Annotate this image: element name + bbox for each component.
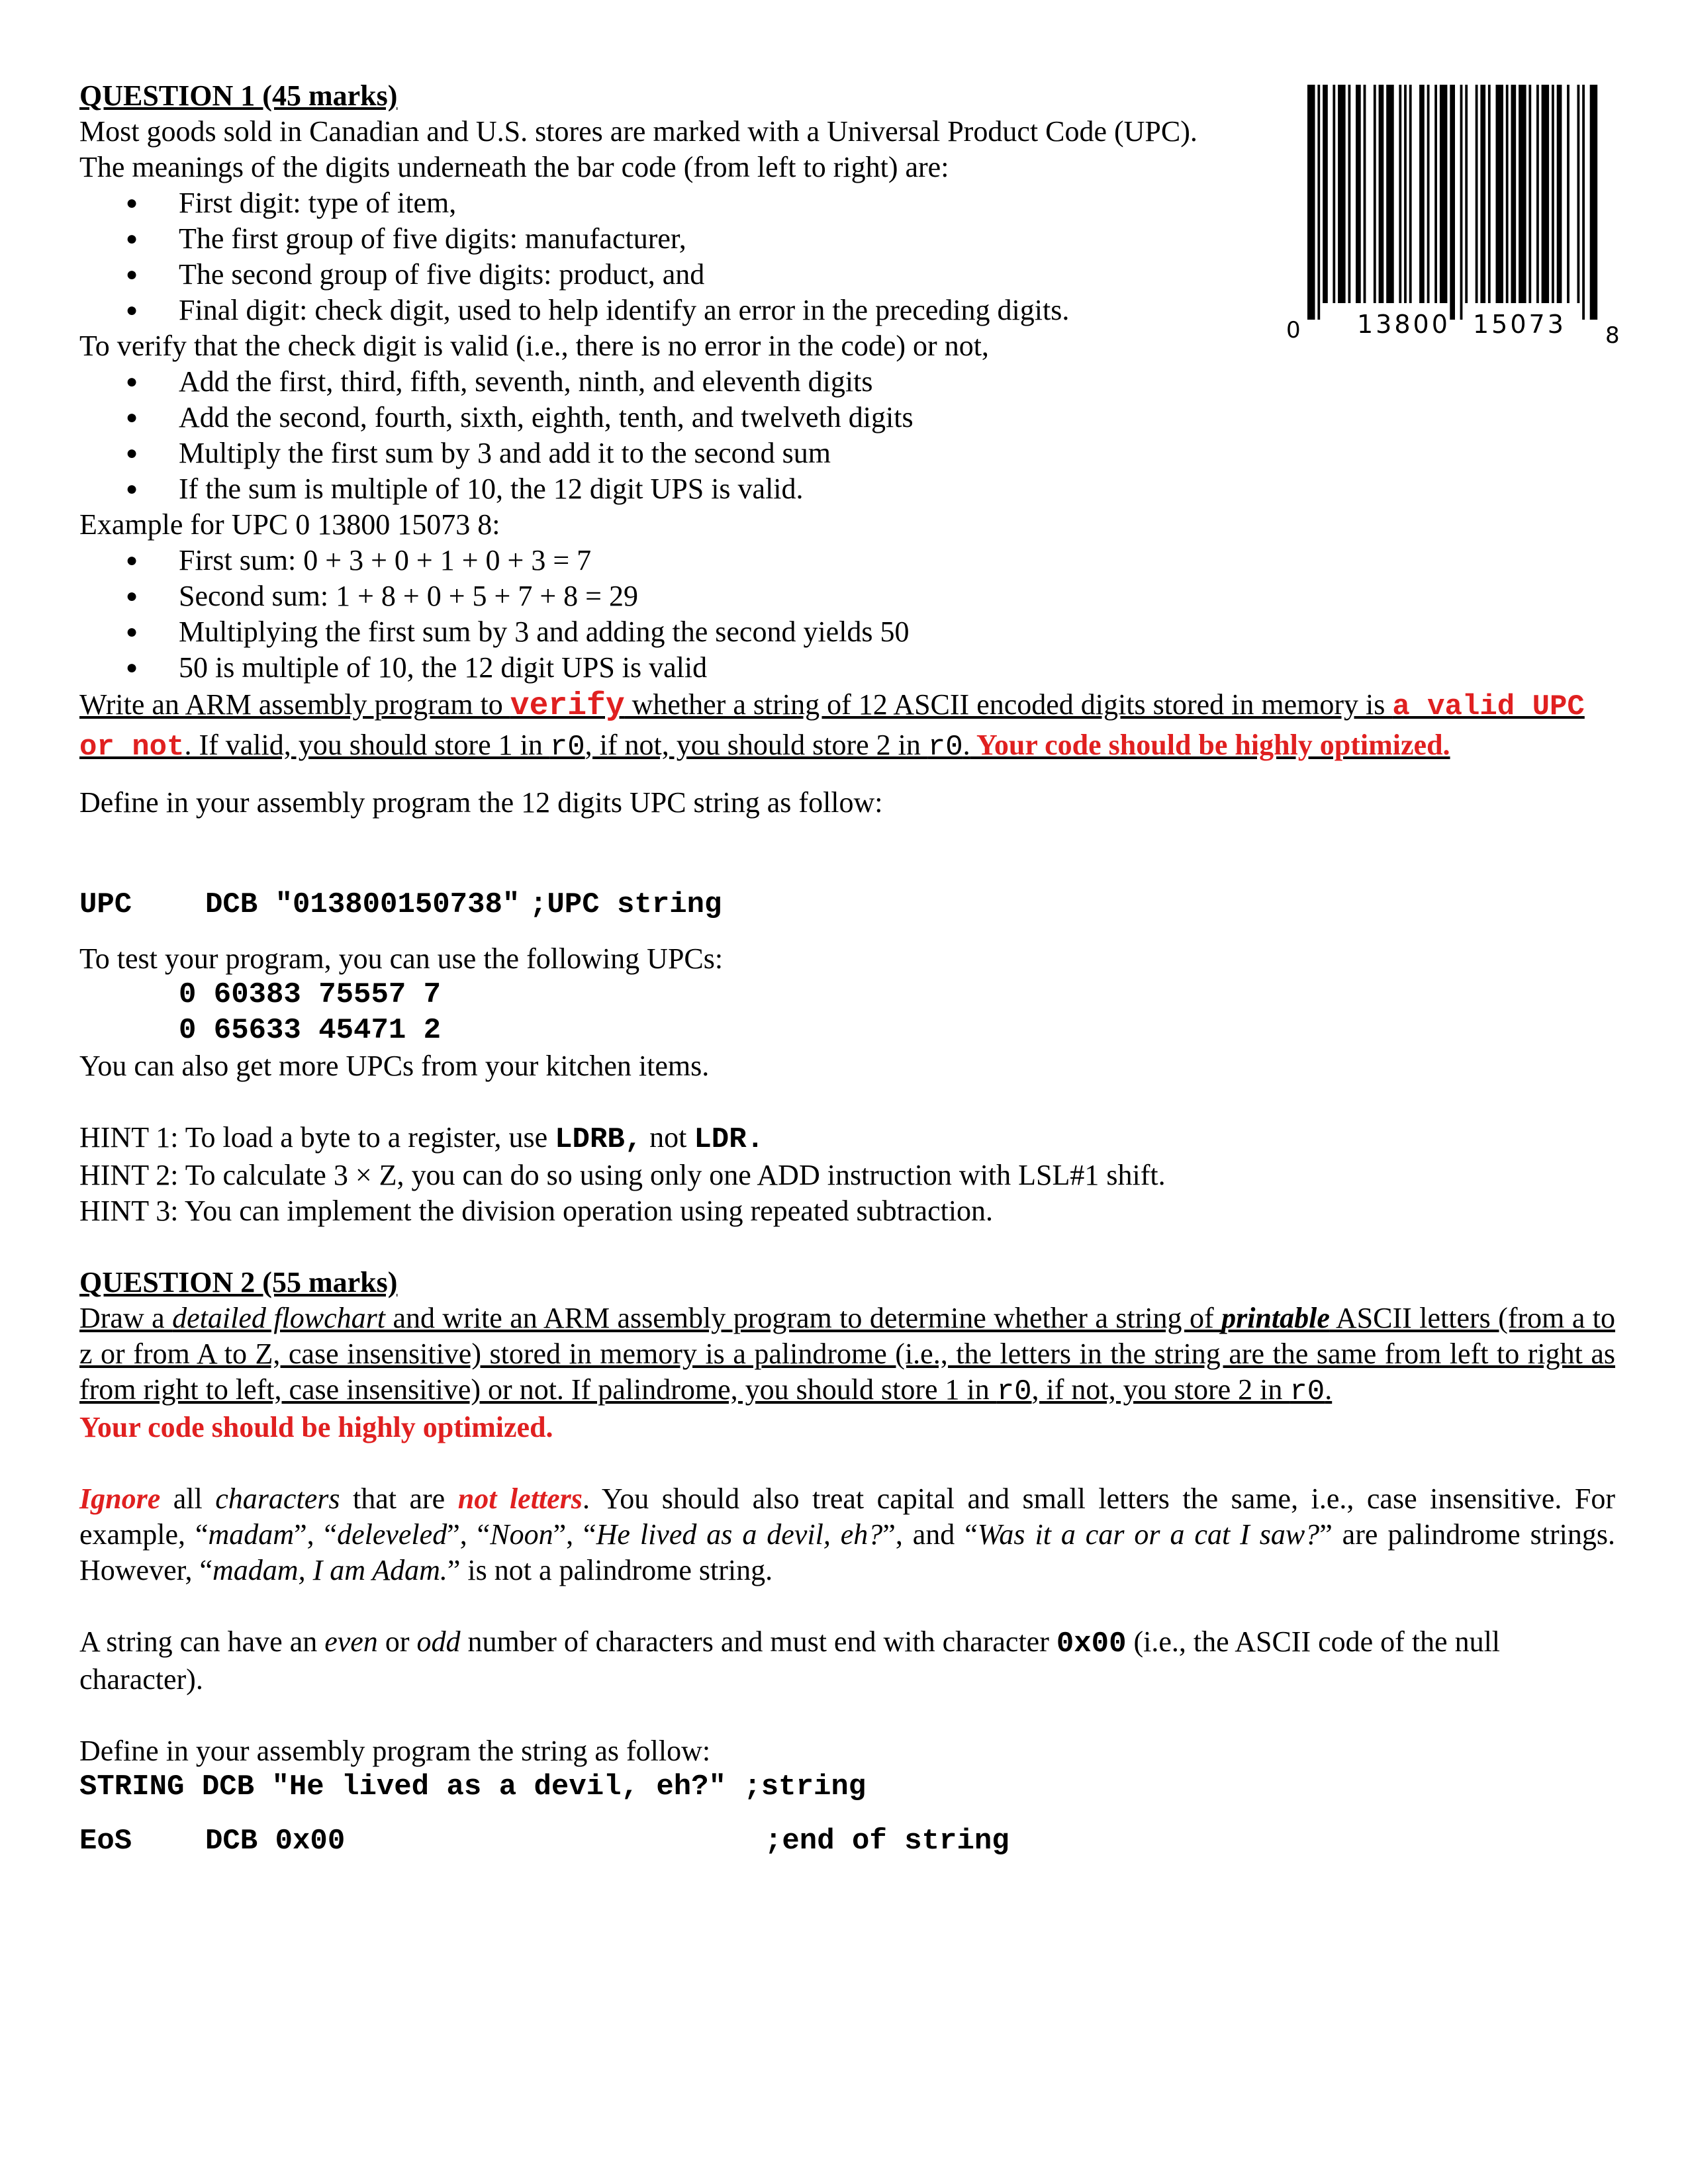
q2-define: Define in your assembly program the string as follow: bbox=[79, 1735, 711, 1767]
q2-para2 bbox=[79, 1481, 1615, 1588]
q2-text: , if not, you store 2 in bbox=[1031, 1373, 1290, 1406]
register-r0: r0 bbox=[927, 731, 963, 764]
q2-text: characters bbox=[215, 1482, 340, 1515]
q2-text: ”, “ bbox=[553, 1518, 596, 1551]
q2-text: (i.e., the ASCII code of the null character). bbox=[79, 1625, 1501, 1696]
task-text: . bbox=[962, 729, 970, 761]
list-item: ● Final digit: check digit, used to help identify an error in the preceding digits. bbox=[79, 293, 1615, 328]
q2-text: all bbox=[160, 1482, 216, 1515]
task-text: . If valid, you should store 1 in bbox=[184, 729, 550, 761]
null-char-code: 0x00 bbox=[1056, 1627, 1127, 1661]
hint-text: HINT 1: To load a byte to a register, use bbox=[79, 1121, 555, 1154]
task-text: Write an ARM assembly program to bbox=[79, 688, 510, 721]
barcode-group2: 15073 bbox=[1473, 310, 1566, 339]
list-item: ● The second group of five digits: product, and bbox=[79, 257, 1615, 293]
example-string: madam, I am Adam. bbox=[212, 1554, 447, 1586]
example-string: deleveled bbox=[337, 1518, 447, 1551]
q2-text: or bbox=[377, 1625, 417, 1658]
q2-text: ASCII letters (from a to z or from A to Z, case insensitive) stored in memory is a palindrome (i.e., the letters in the string are the same from left to right as from right to left, case insensitive) or not. If palindrome, you should store 1 in bbox=[79, 1302, 1616, 1406]
barcode-left-digit: 0 bbox=[1286, 317, 1301, 343]
register-r0: r0 bbox=[1289, 1375, 1325, 1408]
q1-title: QUESTION 1 (45 marks) bbox=[79, 79, 398, 112]
list-item: ● 50 is multiple of 10, the 12 digit UPS is valid bbox=[79, 650, 1615, 686]
q1-verify-intro: To verify that the check digit is valid (i.e., there is no error in the code) or not, bbox=[79, 330, 989, 362]
task-text: , if not, you should store 2 in bbox=[585, 729, 928, 761]
hint-ldr: LDR. bbox=[694, 1123, 765, 1156]
q2-text: ” is not a palindrome string. bbox=[447, 1554, 773, 1586]
q2-text: ” are palindrome strings. However, “ bbox=[79, 1518, 1615, 1586]
list-item: ● Second sum: 1 + 8 + 0 + 5 + 7 + 8 = 29 bbox=[79, 578, 1615, 614]
example-string: madam bbox=[208, 1518, 295, 1551]
list-item: ● First sum: 0 + 3 + 0 + 1 + 0 + 3 = 7 bbox=[79, 543, 1615, 578]
example-string: Noon bbox=[490, 1518, 553, 1551]
list-item: ● The first group of five digits: manufacturer, bbox=[79, 221, 1615, 257]
q2-text: number of characters and must end with character bbox=[460, 1625, 1056, 1658]
hint-1 bbox=[79, 1120, 1615, 1158]
q2-text: Draw a bbox=[79, 1302, 173, 1334]
q1-example-list bbox=[79, 543, 1615, 686]
list-item: ● First digit: type of item, bbox=[79, 185, 1615, 221]
task-valid-emphasis: a valid UPC or not bbox=[79, 690, 1585, 764]
test-upc-2: 0 65633 45471 2 bbox=[179, 1014, 442, 1047]
q1-intro2: The meanings of the digits underneath the bar code (from left to right) are: bbox=[79, 151, 949, 183]
q2-text: ”, “ bbox=[294, 1518, 338, 1551]
register-r0: r0 bbox=[996, 1375, 1032, 1408]
q2-para1 bbox=[79, 1300, 1615, 1445]
hint-3: HINT 3: You can implement the division operation using repeated subtraction. bbox=[79, 1195, 994, 1227]
q1-task bbox=[79, 686, 1615, 766]
list-item: ● Multiplying the first sum by 3 and adding the second yields 50 bbox=[79, 614, 1615, 650]
q2-title: QUESTION 2 (55 marks) bbox=[79, 1266, 398, 1298]
task-verify-emphasis: verify bbox=[510, 688, 625, 724]
ignore-emphasis: Ignore bbox=[79, 1482, 161, 1515]
code-label: EoS bbox=[79, 1825, 132, 1858]
hint-2: HINT 2: To calculate 3 × Z, you can do so using only one ADD instruction with LSL#1 shift. bbox=[79, 1159, 1166, 1191]
q1-kitchen: You can also get more UPCs from your kitchen items. bbox=[79, 1050, 710, 1082]
register-r0: r0 bbox=[549, 731, 585, 764]
code-instruction: DCB "013800150738" bbox=[205, 888, 520, 921]
list-item: ● If the sum is multiple of 10, the 12 digit UPS is valid. bbox=[79, 471, 1615, 507]
q2-text: A string can have an bbox=[79, 1625, 325, 1658]
task-text: whether a string of 12 ASCII encoded digits stored in memory is bbox=[624, 688, 1393, 721]
q2-text: . You should also treat capital and small letters the same, i.e., case insensitive. For example, “ bbox=[79, 1482, 1615, 1551]
code-instruction: DCB 0x00 bbox=[205, 1825, 346, 1858]
hint-ldrb: LDRB, bbox=[555, 1123, 643, 1156]
q2-printable-emphasis: printable bbox=[1221, 1302, 1330, 1334]
code-comment: ;UPC string bbox=[530, 888, 722, 921]
hint-text: not bbox=[642, 1121, 694, 1154]
q2-text: . bbox=[1325, 1373, 1333, 1406]
not-letters-emphasis: not letters bbox=[457, 1482, 583, 1515]
list-item: ● Multiply the first sum by 3 and add it to the second sum bbox=[79, 435, 1615, 471]
q2-flowchart-emphasis: detailed flowchart bbox=[172, 1302, 386, 1334]
q2-text: ”, and “ bbox=[882, 1518, 978, 1551]
code-comment: ;end of string bbox=[765, 1825, 1009, 1858]
q1-meanings-list bbox=[79, 185, 1615, 328]
q2-text: ”, “ bbox=[447, 1518, 491, 1551]
document-page bbox=[79, 78, 1615, 1859]
q1-define: Define in your assembly program the 12 digits UPC string as follow: bbox=[79, 786, 883, 819]
test-upc-1: 0 60383 75557 7 bbox=[179, 978, 442, 1011]
eos-code-line bbox=[79, 1823, 1615, 1859]
q2-text: even bbox=[324, 1625, 378, 1658]
q2-text: that are bbox=[340, 1482, 458, 1515]
q1-example-intro: Example for UPC 0 13800 15073 8: bbox=[79, 508, 500, 541]
barcode-right-digit: 8 bbox=[1605, 322, 1620, 349]
barcode-group1: 13800 bbox=[1357, 310, 1450, 339]
q1-steps-list bbox=[79, 364, 1615, 507]
optimized-note: Your code should be highly optimized. bbox=[970, 729, 1450, 761]
optimized-note: Your code should be highly optimized. bbox=[79, 1411, 553, 1443]
q1-intro1: Most goods sold in Canadian and U.S. stores are marked with a Universal Product Code (UPC). bbox=[79, 115, 1197, 148]
code-label: UPC bbox=[79, 888, 132, 921]
list-item: ● Add the first, third, fifth, seventh, ninth, and eleventh digits bbox=[79, 364, 1615, 400]
q1-test-intro: To test your program, you can use the following UPCs: bbox=[79, 942, 724, 975]
upc-code-line bbox=[79, 887, 1615, 923]
q2-para3 bbox=[79, 1624, 1615, 1698]
q2-text: and write an ARM assembly program to determine whether a string of bbox=[385, 1302, 1222, 1334]
example-string: Was it a car or a cat I saw? bbox=[977, 1518, 1320, 1551]
list-item: ● Add the second, fourth, sixth, eighth, tenth, and twelveth digits bbox=[79, 400, 1615, 435]
q2-text: odd bbox=[416, 1625, 461, 1658]
example-string: He lived as a devil, eh? bbox=[596, 1518, 883, 1551]
string-code-line: STRING DCB "He lived as a devil, eh?" ;string bbox=[79, 1770, 867, 1803]
